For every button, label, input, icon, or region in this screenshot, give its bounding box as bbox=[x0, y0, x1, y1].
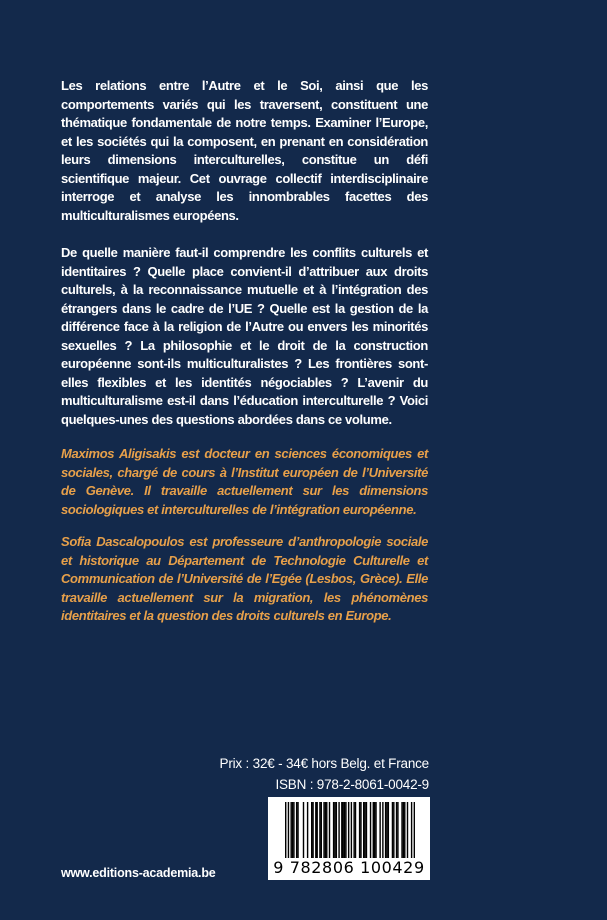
barcode-bar bbox=[315, 802, 316, 858]
barcode-bar bbox=[285, 802, 286, 858]
barcode-bar bbox=[323, 802, 324, 858]
barcode-bar bbox=[388, 802, 389, 858]
barcode-bar bbox=[370, 802, 371, 858]
author-bio-dascalopoulos bbox=[61, 533, 428, 626]
barcode-bar bbox=[379, 802, 380, 858]
barcode-digits: 9 782806 100429 bbox=[273, 858, 425, 877]
barcode-bar bbox=[393, 802, 394, 858]
barcode-bar bbox=[312, 802, 313, 858]
publisher-website: www.editions-academia.be bbox=[61, 866, 216, 880]
summary-paragraph-2-text: De quelle manière faut-il comprendre les conflits culturels et identitaires ? Quelle place convient-il d’attribuer aux droits culturels, à la reconnaissance mutuelle et à l’intégration des étrangers dans le cadre de l’UE ? Quelle est la gestion de la différence face à la religion de l’Autre ou envers les minorités sexuelles ? La philosophie et le droit de la construction européenne sont-ils multiculturalistes ? Les frontières sont-elles flexibles et les identités négociables ? L’avenir du multiculturalisme est-il dans l’éducation interculturelle ? Voici quelques-unes des questions abordées dans ce volume. bbox=[61, 245, 428, 427]
barcode-bar bbox=[345, 802, 346, 858]
barcode-bar bbox=[326, 802, 327, 858]
summary-paragraph-1-text: Les relations entre l’Autre et le Soi, ainsi que les comportements variés qui les traversent, constituent une thématique fondamentale de notre temps. Examiner l’Europe, et les sociétés qui la composent, en prenant en considération leurs dimensions interculturelles, constitue un défi scientifique majeur. Cet ouvrage collectif interdisciplinaire interroge et analyse les innombrables facettes des multiculturalismes européens. bbox=[61, 78, 428, 223]
barcode-bar bbox=[403, 802, 404, 858]
barcode-bars bbox=[285, 802, 415, 858]
barcode-bar bbox=[382, 802, 383, 858]
barcode-bar bbox=[392, 802, 393, 858]
barcode-bar bbox=[329, 802, 330, 858]
isbn-label: ISBN : 978-2-8061-0042-9 bbox=[275, 777, 429, 792]
barcode-bar bbox=[311, 802, 312, 858]
barcode-bar bbox=[321, 802, 322, 858]
barcode-bar bbox=[366, 802, 367, 858]
barcode-bar bbox=[364, 802, 365, 858]
barcode-bar bbox=[334, 802, 335, 858]
summary-paragraph-2 bbox=[61, 244, 428, 429]
summary-paragraph-1 bbox=[61, 77, 428, 225]
barcode-bar bbox=[348, 802, 349, 858]
barcode-bar bbox=[386, 802, 387, 858]
barcode-bar bbox=[290, 802, 291, 858]
barcode-bar bbox=[359, 802, 360, 858]
barcode-bar bbox=[344, 802, 345, 858]
barcode-bar bbox=[353, 802, 354, 858]
barcode-bar bbox=[316, 802, 317, 858]
barcode-bar bbox=[341, 802, 342, 858]
barcode-bar bbox=[338, 802, 339, 858]
barcode-bar bbox=[288, 802, 289, 858]
barcode-bar bbox=[385, 802, 386, 858]
barcode-bar bbox=[333, 802, 334, 858]
barcode-bar bbox=[375, 802, 376, 858]
barcode-bar bbox=[397, 802, 398, 858]
barcode-bar bbox=[373, 802, 374, 858]
barcode-bar bbox=[292, 802, 293, 858]
barcode-bar bbox=[414, 802, 415, 858]
barcode-bar bbox=[374, 802, 375, 858]
barcode-bar bbox=[404, 802, 405, 858]
barcode-bar bbox=[325, 802, 326, 858]
author-bio-1-text: Maximos Aligisakis est docteur en sciences économiques et sociales, chargé de cours à l’Institut européen de l’Université de Genève. Il travaille actuellement sur les dimensions sociologiques et interculturelles de l’intégration européenne. bbox=[61, 446, 428, 517]
barcode-bar bbox=[303, 802, 304, 858]
barcode-bar bbox=[407, 802, 408, 858]
barcode-bar bbox=[351, 802, 352, 858]
barcode-bar bbox=[363, 802, 364, 858]
price-label: Prix : 32€ - 34€ hors Belg. et France bbox=[219, 756, 429, 771]
barcode-bar bbox=[296, 802, 297, 858]
barcode-bar bbox=[355, 802, 356, 858]
author-bio-aligisakis bbox=[61, 445, 428, 519]
barcode-bar bbox=[342, 802, 343, 858]
author-bio-2-text: Sofia Dascalopoulos est professeure d’anthropologie sociale et historique au Département de Technologie Culturelle et Communication de l’Université de l’Egée (Lesbos, Grèce). Elle travaille actuellement sur la migration, les phénomènes identitaires et la question des droits culturels en Europe. bbox=[61, 534, 428, 623]
barcode-bar bbox=[401, 802, 402, 858]
barcode-bar bbox=[360, 802, 361, 858]
barcode-bar bbox=[307, 802, 308, 858]
barcode bbox=[268, 797, 430, 880]
barcode-bar bbox=[297, 802, 298, 858]
barcode-bar bbox=[336, 802, 337, 858]
barcode-bar bbox=[411, 802, 412, 858]
barcode-bar bbox=[319, 802, 320, 858]
barcode-bar bbox=[396, 802, 397, 858]
barcode-bar bbox=[293, 802, 294, 858]
